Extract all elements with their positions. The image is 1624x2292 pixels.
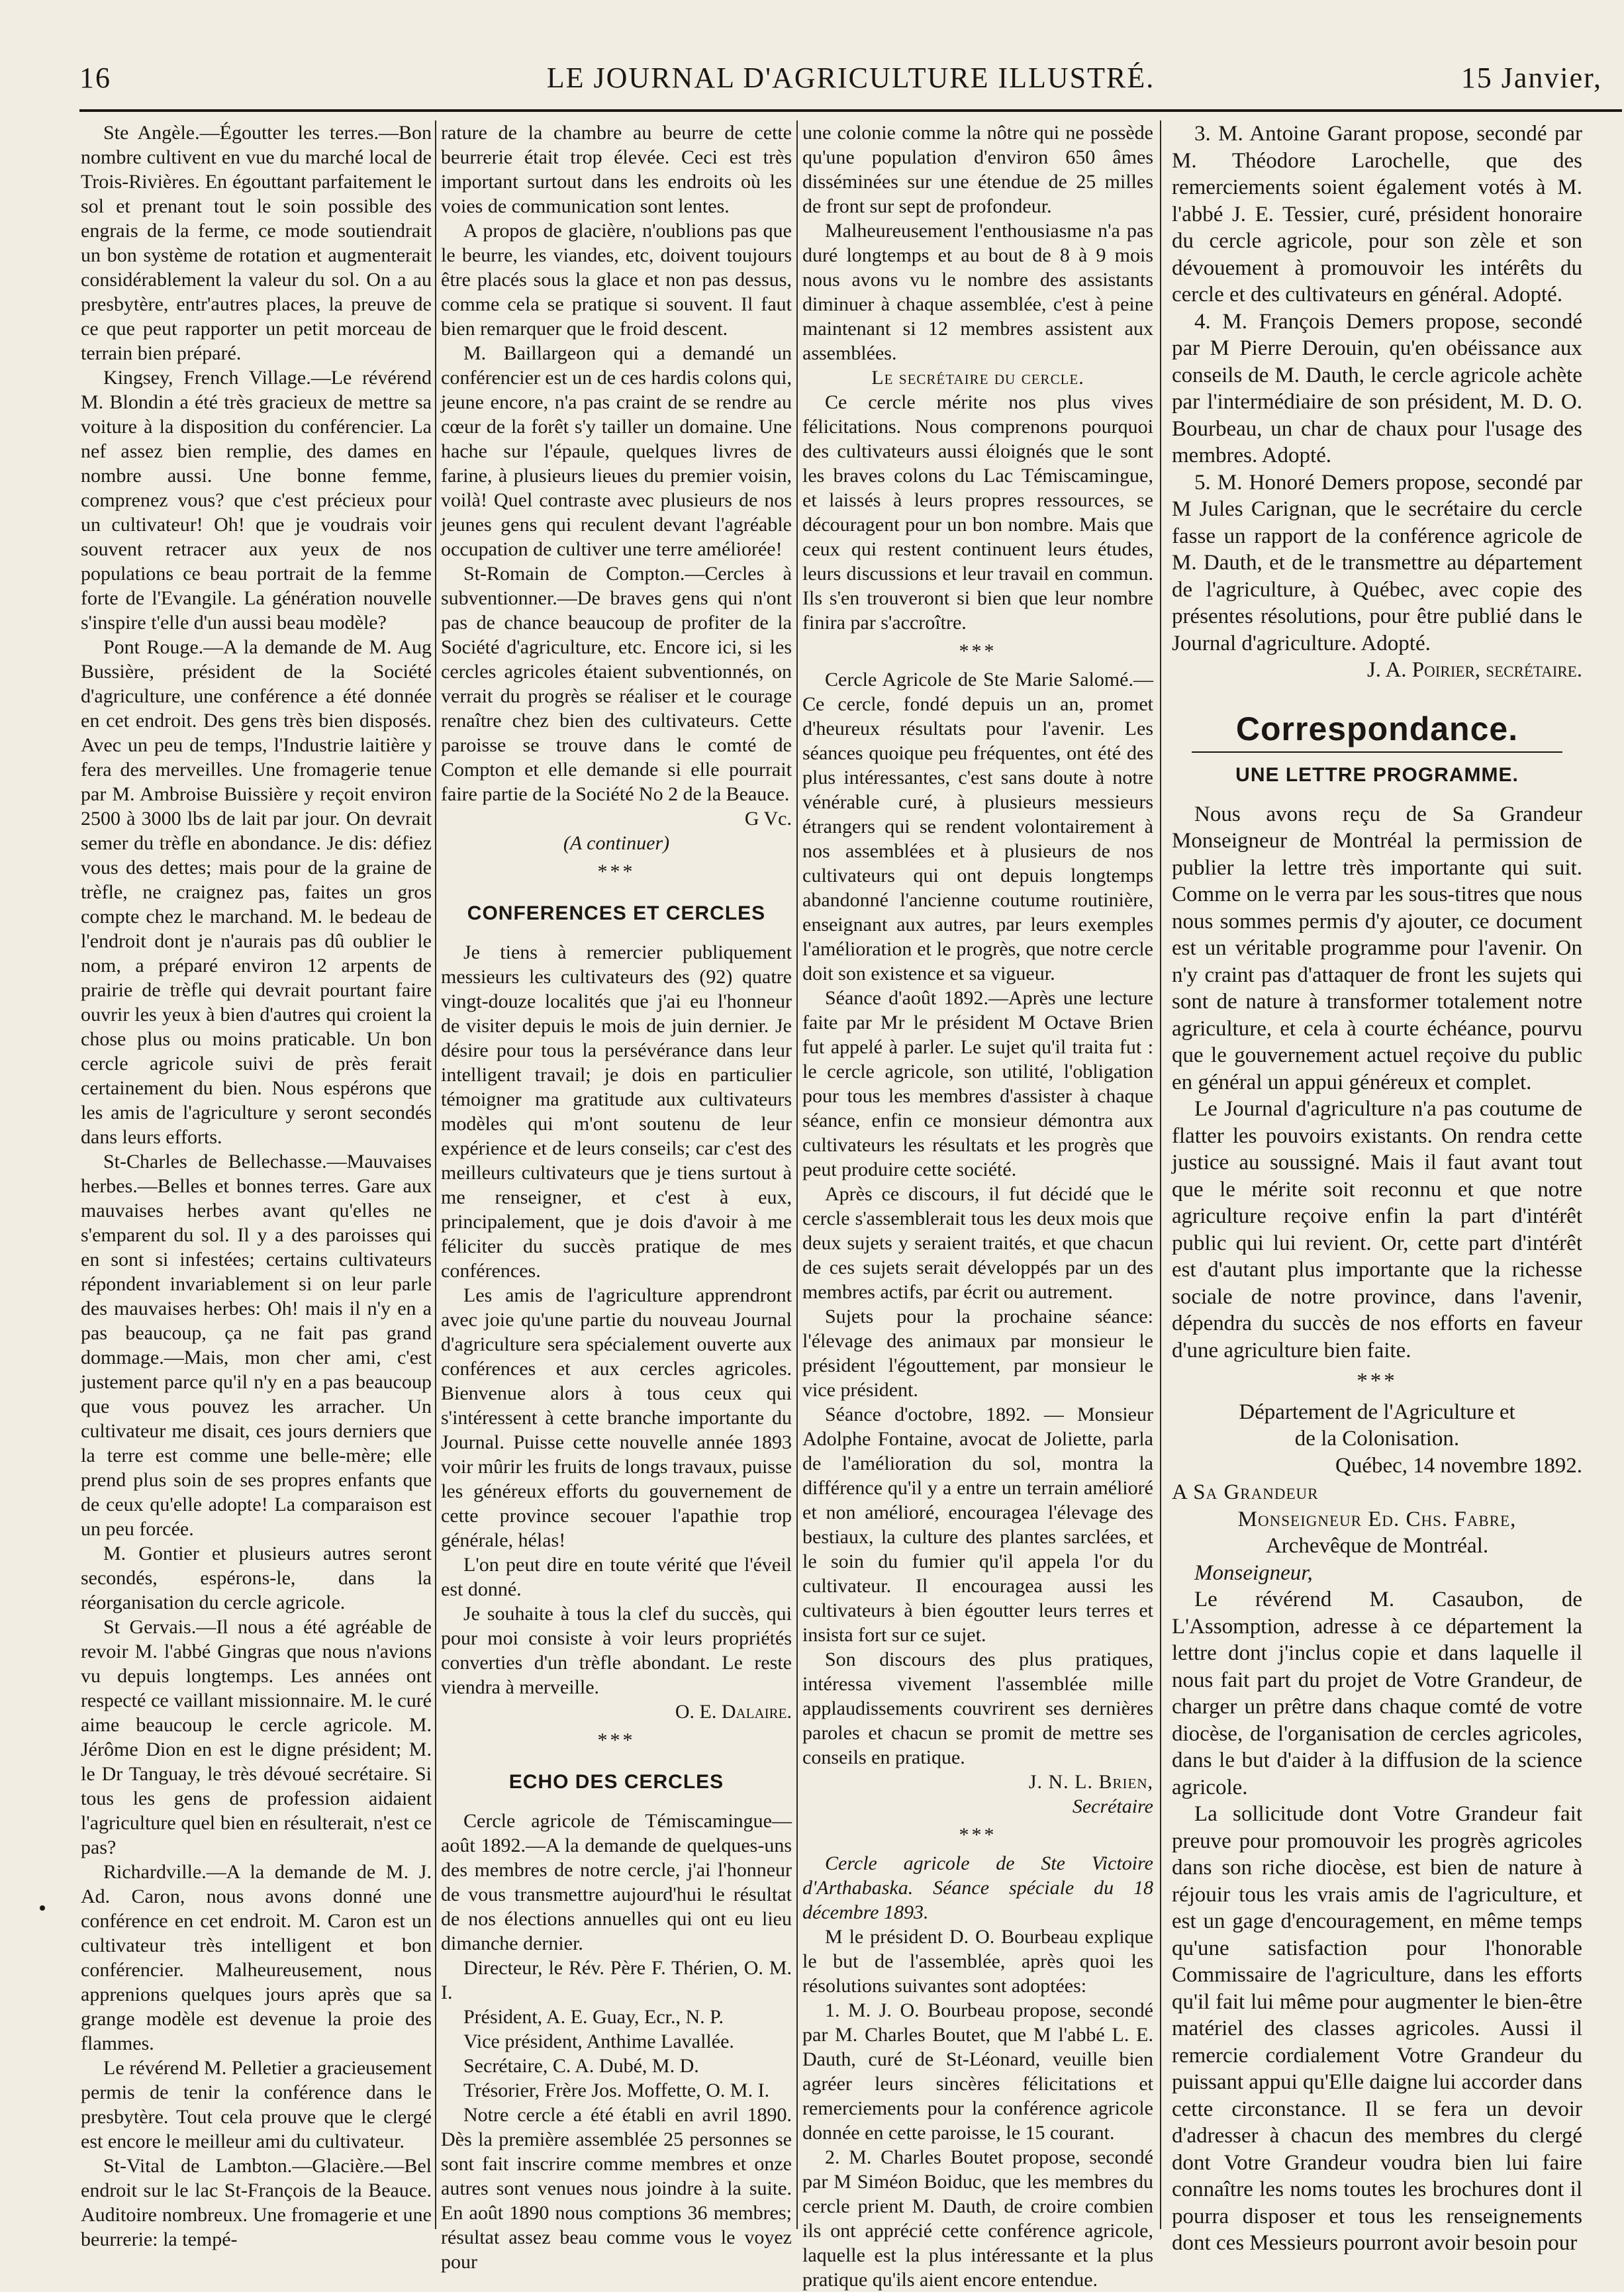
- heading-rule: [1192, 751, 1562, 753]
- officer-line: Secrétaire, C. A. Dubé, M. D.: [463, 2055, 699, 2077]
- subsection-heading: UNE LETTRE PROGRAMME.: [1235, 764, 1519, 786]
- letter-address: Archevêque de Montréal.: [1265, 1534, 1489, 1558]
- margin-dot: [40, 1905, 45, 1911]
- column-divider: [435, 120, 436, 2229]
- article-paragraph: Ste Angèle.—Égoutter les terres.—Bon nombre cultivent en vue du marché local de Trois-Rivières. En égouttant parfaitement le sol et prenant tout le soin possible des engrais de la ferme, ce mode soutiendrait un bon système de rotation et augmenterait considérablement la valeur du sol. On a au presbytère, entr'autres places, la preuve de ce que peut rapporter un petit morceau de terrain bien préparé.: [81, 122, 432, 364]
- article-paragraph: Son discours des plus pratiques, intéressa vivement l'assemblée mille applaudissements couvrirent ses dernières paroles et chacun se promit de mettre ses conseils en pratique.: [802, 1648, 1153, 1768]
- column-2: [441, 120, 792, 2273]
- article-paragraph: une colonie comme la nôtre qui ne possède qu'une population d'environ 650 âmes disséminées sur une étendue de 25 milles de front sur sept de profondeur.: [802, 122, 1153, 217]
- article-paragraph: 2. M. Charles Boutet propose, secondé par M Siméon Boiduc, que les membres du cercle prient M. Dauth, de croire combien ils ont apprécié cette conférence agricole, laquelle est la plus intéressante et la plus pratique qu'ils aient encore entendue.: [802, 2146, 1153, 2291]
- article-paragraph: Le révérend M. Pelletier a gracieusement permis de tenir la conférence dans le presbytère. Tout cela prouve que le clergé est encore le meilleur ami du cultivateur.: [81, 2057, 432, 2152]
- article-paragraph: Après ce discours, il fut décidé que le cercle s'assemblerait tous les deux mois que deux sujets y seraient traités, et que chacun de ces sujets serait développés par un des membres actifs, par écrit ou autrement.: [802, 1183, 1153, 1303]
- masthead: [79, 56, 1622, 102]
- letter-address: Monseigneur Ed. Chs. Fabre,: [1237, 1507, 1517, 1531]
- author-signature: J. A. Poirier, secrétaire.: [1366, 658, 1582, 682]
- section-heading: Correspondance.: [1235, 710, 1519, 747]
- masthead-rule: [79, 109, 1622, 112]
- article-paragraph: St-Charles de Bellechasse.—Mauvaises herbes.—Belles et bonnes terres. Gare aux mauvaises herbes avant qu'elles ne s'emparent du sol. Il y a des paroisses qui en sont si infestées; certains cultivateurs répondent invariablement si on leur parle des mauvaises herbes: Oh! mais il n'y en a pas beaucoup, ça ne fait pas grand dommage.—Mais, mon cher ami, c'est justement parce qu'il n'y en a pas beaucoup que vous pouvez les arracher. Un cultivateur me disait, ces jours derniers que la terre est comme une belle-mère; elle prend plus soin de ses propres enfants que de ceux qu'elle adopte! La comparaison est un peu forcée.: [81, 1151, 432, 1540]
- article-paragraph: A propos de glacière, n'oublions pas que le beurre, les viandes, etc, doivent toujours être placés sous la glace et non pas dessus, comme cela se pratique si souvent. Il faut bien remarquer que le froid descent.: [441, 220, 792, 340]
- article-paragraph: Malheureusement l'enthousiasme n'a pas duré longtemps et au bout de 8 à 9 mois nous avons vu le nombre des assistants diminuer à chaque assemblée, c'est à peine maintenant si 12 membres assistent aux assemblées.: [802, 220, 1153, 364]
- continued-note: (A continuer): [563, 832, 670, 854]
- article-paragraph: M le président D. O. Bourbeau explique le but de l'assemblée, après quoi les résolutions suivantes sont adoptées:: [802, 1926, 1153, 1997]
- article-paragraph: St-Vital de Lambton.—Glacière.—Bel endroit sur le lac St-François de la Beauce. Auditoire nombreux. Une fromagerie et une beurrerie: la tempé-: [81, 2155, 432, 2250]
- article-paragraph: Notre cercle a été établi en avril 1890. Dès la première assemblée 25 personnes se sont fait inscrire comme membres et onze autres sont venues nous joindre à la suite. En août 1890 nous comptions 36 membres; résultat assez beau comme vous le voyez pour: [441, 2104, 792, 2273]
- article-paragraph: 5. M. Honoré Demers propose, secondé par M Jules Carignan, que le secrétaire du cercle fasse un rapport de la conférence agricole de M. Dauth, et de le transmettre au département de l'agriculture, à Québec, avec copie des présentes résolutions, pour être publié dans le Journal d'agriculture. Adopté.: [1172, 470, 1582, 655]
- article-paragraph: St Gervais.—Il nous a été agréable de revoir M. l'abbé Gingras que nous n'avions vu depuis longtemps. Les années ont respecté ce vaillant missionnaire. M. le curé aime beaucoup le cercle agricole. M. Jérôme Dion en est le digne président; M. le Dr Tanguay, le très dévoué secrétaire. Si tous les gens de profession aidaient l'agriculture quel bien en résulterait, n'est ce pas?: [81, 1616, 432, 1858]
- article-paragraph: Je souhaite à tous la clef du succès, qui pour moi consiste à voir leurs propriétés converties d'un trèfle abondant. Le reste viendra à merveille.: [441, 1603, 792, 1698]
- author-signature: O. E. Dalaire.: [675, 1701, 792, 1723]
- separator-stars: ***: [597, 861, 636, 883]
- article-paragraph: 1. M. J. O. Bourbeau propose, secondé par M. Charles Boutet, que M l'abbé L. E. Dauth, curé de St-Léonard, veuille bien agréer leurs sincères félicitations et remerciements pour la conférence agricole donnée en cette paroisse, le 15 courant.: [802, 1999, 1153, 2144]
- page-number: 16: [79, 62, 111, 94]
- article-paragraph: Sujets pour la prochaine séance: l'élevage des animaux par monsieur le président l'égouttement, par monsieur le vice président.: [802, 1306, 1153, 1401]
- letter-department: de la Colonisation.: [1294, 1427, 1460, 1451]
- officer-line: Trésorier, Frère Jos. Moffette, O. M. I.: [463, 2079, 770, 2101]
- article-paragraph: St-Romain de Compton.—Cercles à subventionner.—De braves gens qui n'ont pas de chance beaucoup de profiter de la Société d'agriculture, etc. Encore ici, si les cercles agricoles étaient subventionnés, on verrait du progrès se réaliser et le courage renaître chez bien des cultivateurs. Cette paroisse se trouve dans le comté de Compton et elle demande si elle pourrait faire partie de la Société No 2 de la Beauce.: [441, 563, 792, 805]
- letter-address: A Sa Grandeur: [1172, 1480, 1319, 1504]
- letter-place-date: Québec, 14 novembre 1892.: [1335, 1453, 1582, 1478]
- separator-stars: ***: [959, 640, 997, 662]
- letter-salutation: Monseigneur,: [1194, 1560, 1313, 1585]
- issue-date: 15 Janvier,: [1460, 62, 1602, 94]
- separator-stars: ***: [959, 1824, 997, 1846]
- section-heading: CONFERENCES ET CERCLES: [467, 902, 766, 924]
- article-paragraph: 4. M. François Demers propose, secondé par M Pierre Derouin, qu'en obéissance aux conseils de M. Dauth, le cercle agricole achète par l'intermédiaire de son président, M. D. O. Bourbeau, un char de chaux pour l'usage des membres. Adopté.: [1172, 309, 1582, 467]
- author-signature: Le secrétaire du cercle.: [871, 367, 1084, 389]
- article-paragraph: rature de la chambre au beurre de cette beurrerie était trop élevée. Ceci est très important surtout dans les endroits où les voies de communication sont lentes.: [441, 122, 792, 217]
- article-paragraph: Séance d'août 1892.—Après une lecture faite par Mr le président M Octave Brien fut appelé à parler. Le sujet qu'il traita fut : le cercle agricole, son utilité, l'obligation pour tous les membres d'assister à chaque séance, enfin ce monsieur démontra aux cultivateurs les résultats et les progrès que peut produire cette société.: [802, 987, 1153, 1180]
- article-paragraph: Cercle agricole de Témiscamingue—août 1892.—A la demande de quelques-uns des membres de notre cercle, j'ai l'honneur de vous transmettre aujourd'hui le résultat de nos élections annuelles qui ont eu lieu dimanche dernier.: [441, 1810, 792, 1954]
- letter-department: Département de l'Agriculture et: [1239, 1400, 1515, 1424]
- article-paragraph: Le Journal d'agriculture n'a pas coutume de flatter les pouvoirs existants. On rendra cette justice au soussigné. Mais il faut avant tout que le mérite soit reconnu et que notre agriculture reçoive enfin la part d'intérêt public qui lui revient. Or, cette part d'intérêt est d'autant plus importante que la richesse sociale de notre province, dans l'avenir, dépendra du succès de nos efforts en faveur d'une agriculture bien faite.: [1172, 1097, 1582, 1362]
- journal-title: LE JOURNAL D'AGRICULTURE ILLUSTRÉ.: [546, 62, 1155, 94]
- author-signature: G Vc.: [744, 808, 792, 830]
- officer-line: Directeur, le Rév. Père F. Thérien, O. M. I.: [441, 1957, 792, 2003]
- article-paragraph: Le révérend M. Casaubon, de L'Assomption, adresse à ce département la lettre dont j'inclus copie et dans laquelle il nous fait part du projet de Votre Grandeur, de charger un prêtre dans chaque comté de votre diocèse, de l'organisation de cercles agricoles, dans le but d'aider à la diffusion de la science agricole.: [1172, 1588, 1582, 1799]
- column-divider: [1160, 120, 1161, 2229]
- separator-stars: ***: [597, 1729, 636, 1751]
- article-paragraph: Cercle Agricole de Ste Marie Salomé.—Ce cercle, fondé depuis un an, promet d'heureux résultats pour l'avenir. Les séances quoique peu fréquentes, ont été des plus intéressantes, c'est sans doute à notre vénérable curé, à plusieurs messieurs étrangers qui se rendent volontairement à nos assemblées et à plusieurs de nos cultivateurs qui ont depuis longtemps abandonné l'ancienne coutume routinière, enseignant aux autres, par leurs exemples l'amélioration et le progrès, que notre cercle doit son existence et sa vigueur.: [802, 669, 1153, 984]
- article-paragraph: La sollicitude dont Votre Grandeur fait preuve pour promouvoir les progrès agricoles dans son riche diocèse, est bien de nature à réjouir tous les vrais amis de l'agriculture, et est un gage d'encouragement, en même temps qu'une satisfaction pour l'honorable Commissaire de l'agriculture, dans les efforts qu'il fait lui même pour augmenter le bien-être matériel des classes agricoles. Aussi il remercie cordialement Votre Grandeur du puissant appui qu'Elle daigne lui accorder dans cette circonstance. Il se fera un devoir d'adresser à chacun des membres du clergé dont Votre Grandeur voudra bien lui faire connaître les noms toutes les brochures dont il pourra disposer et tous les renseignements dont ces Messieurs pourront avoir besoin pour: [1172, 1802, 1582, 2255]
- column-1: [81, 120, 432, 2250]
- author-signature: J. N. L. Brien,: [1028, 1771, 1153, 1793]
- article-paragraph: L'on peut dire en toute vérité que l'éveil est donné.: [441, 1554, 792, 1600]
- column-3: [802, 120, 1153, 2291]
- article-paragraph: Séance d'octobre, 1892. — Monsieur Adolphe Fontaine, avocat de Joliette, parla de l'amélioration du sol, montra la différence qu'il y a entre un terrain amélioré et non amélioré, encouragea l'élevage des bestiaux, la culture des plantes sarclées, et le soin du fumier qu'il appela l'or du cultivateur. Il encouragea aussi les cultivateurs à bien égoutter leurs terres et insista fort sur ce sujet.: [802, 1404, 1153, 1646]
- officer-line: Vice président, Anthime Lavallée.: [463, 2030, 734, 2052]
- article-paragraph: Les amis de l'agriculture apprendront avec joie qu'une partie du nouveau Journal d'agriculture sera spécialement ouverte aux conférences et aux cercles agricoles. Bienvenue alors à tous ceux qui s'intéressent à cette branche importante du Journal. Puisse cette nouvelle année 1893 voir mûrir les fruits de longs travaux, puisse les généreux efforts du gouvernement de cette province secouer l'apathie trop générale, hélas!: [441, 1284, 792, 1551]
- article-paragraph: Cercle agricole de Ste Victoire d'Arthabaska. Séance spéciale du 18 décembre 1893.: [802, 1852, 1153, 1923]
- article-paragraph: Ce cercle mérite nos plus vives félicitations. Nous comprenons pourquoi des cultivateurs aussi éloignés que le sont les braves colons du Lac Témiscamingue, et laissés à leurs propres ressources, se découragent pour un bon nombre. Mais que ceux qui restent continuent leurs études, leurs discussions et leur travail en commun. Ils s'en trouveront si bien que leur nombre finira par s'accroître.: [802, 391, 1153, 634]
- column-4: [1172, 120, 1582, 2255]
- article-paragraph: Pont Rouge.—A la demande de M. Aug Bussière, président de la Société d'agriculture, une conférence a été donnée en cet endroit. Des gens très bien disposés. Avec un peu de temps, l'Industrie laitière y fera des merveilles. Une fromagerie tenue par M. Ambroise Buissière y reçoit environ 2500 à 3000 lbs de lait par jour. On devrait semer du trèfle en abondance. Je dis: défiez vous des dettes; mais pour de la graine de trèfle, ne craignez pas, faites un gros compte chez le marchand. M. le bedeau de l'endroit dont je n'aurais pas dû oublier le nom, a préparé environ 12 arpents de prairie de trèfle qui devrait pourtant faire ouvrir les yeux à bien d'autres qui croient la chose plus ou moins praticable. Un bon cercle agricole suivi de près ferait certainement du bien. Nous espérons que les amis de l'agriculture y seront secondés dans leurs efforts.: [81, 636, 432, 1148]
- article-paragraph: M. Baillargeon qui a demandé un conférencier est un de ces hardis colons qui, jeune encore, n'a pas craint de se rendre au cœur de la forêt s'y tailler un domaine. Une hache sur l'épaule, quelques livres de farine, à plusieurs lieues du premier voisin, voilà! Quel contraste avec plusieurs de nos jeunes gens qui reculent devant l'agréable occupation de cultiver une terre améliorée!: [441, 342, 792, 560]
- article-paragraph: 3. M. Antoine Garant propose, secondé par M. Théodore Larochelle, que des remerciements soient également votés à M. l'abbé J. E. Tessier, curé, président honoraire du cercle agricole, pour son zèle et son dévouement à promouvoir les intérêts du cercle et des cultivateurs en général. Adopté.: [1172, 122, 1582, 307]
- article-paragraph: Richardville.—A la demande de M. J. Ad. Caron, nous avons donné une conférence en cet endroit. M. Caron est un cultivateur très intelligent et bon conférencier. Malheureusement, nous apprenions quelques jours après que sa grange modèle est devenue la proie des flammes.: [81, 1861, 432, 2054]
- officer-line: Président, A. E. Guay, Ecr., N. P.: [463, 2006, 724, 2028]
- separator-stars: ***: [1357, 1369, 1398, 1393]
- author-title: Secrétaire: [1072, 1795, 1153, 1817]
- article-paragraph: Nous avons reçu de Sa Grandeur Monseigneur de Montréal la permission de publier la lettre très importante qui suit. Comme on le verra par les sous-titres que nous nous sommes permis d'y ajouter, ce document est un véritable programme pour l'avenir. On n'y craint pas d'attaquer de front les sujets qui sont de nature à transformer totalement notre agriculture, et cela à courte échéance, pourvu que le gouvernement actuel reçoive du public en général un appui généreux et complet.: [1172, 802, 1582, 1094]
- article-paragraph: M. Gontier et plusieurs autres seront secondés, espérons-le, dans la réorganisation du cercle agricole.: [81, 1543, 432, 1613]
- section-heading: ECHO DES CERCLES: [508, 1771, 724, 1793]
- article-paragraph: Kingsey, French Village.—Le révérend M. Blondin a été très gracieux de mettre sa voiture à la disposition du conférencier. La nef assez bien remplie, des dames en nombre aussi. Une bonne femme, comprenez vous? que c'est précieux pour un cultivateur! Oh! que je voudrais voir souvent retracer aux yeux de nos populations ce beau portrait de la femme forte de l'Evangile. La génération nouvelle s'inspire t'elle d'un aussi beau modèle?: [81, 367, 432, 634]
- column-divider: [796, 120, 798, 2229]
- article-paragraph: Je tiens à remercier publiquement messieurs les cultivateurs des (92) quatre vingt-douze localités que j'ai eu l'honneur de visiter depuis le mois de juin dernier. Je désire pour tous la persévérance dans leur intelligent travail; je dois en particulier témoigner ma gratitude aux cultivateurs modèles qui m'ont soutenu de leur expérience et de leurs conseils; car c'est des meilleurs cultivateurs que je tiens surtout à me renseigner, et c'est à eux, principalement, que je dois d'avoir à me féliciter du succès pratique de mes conférences.: [441, 941, 792, 1282]
